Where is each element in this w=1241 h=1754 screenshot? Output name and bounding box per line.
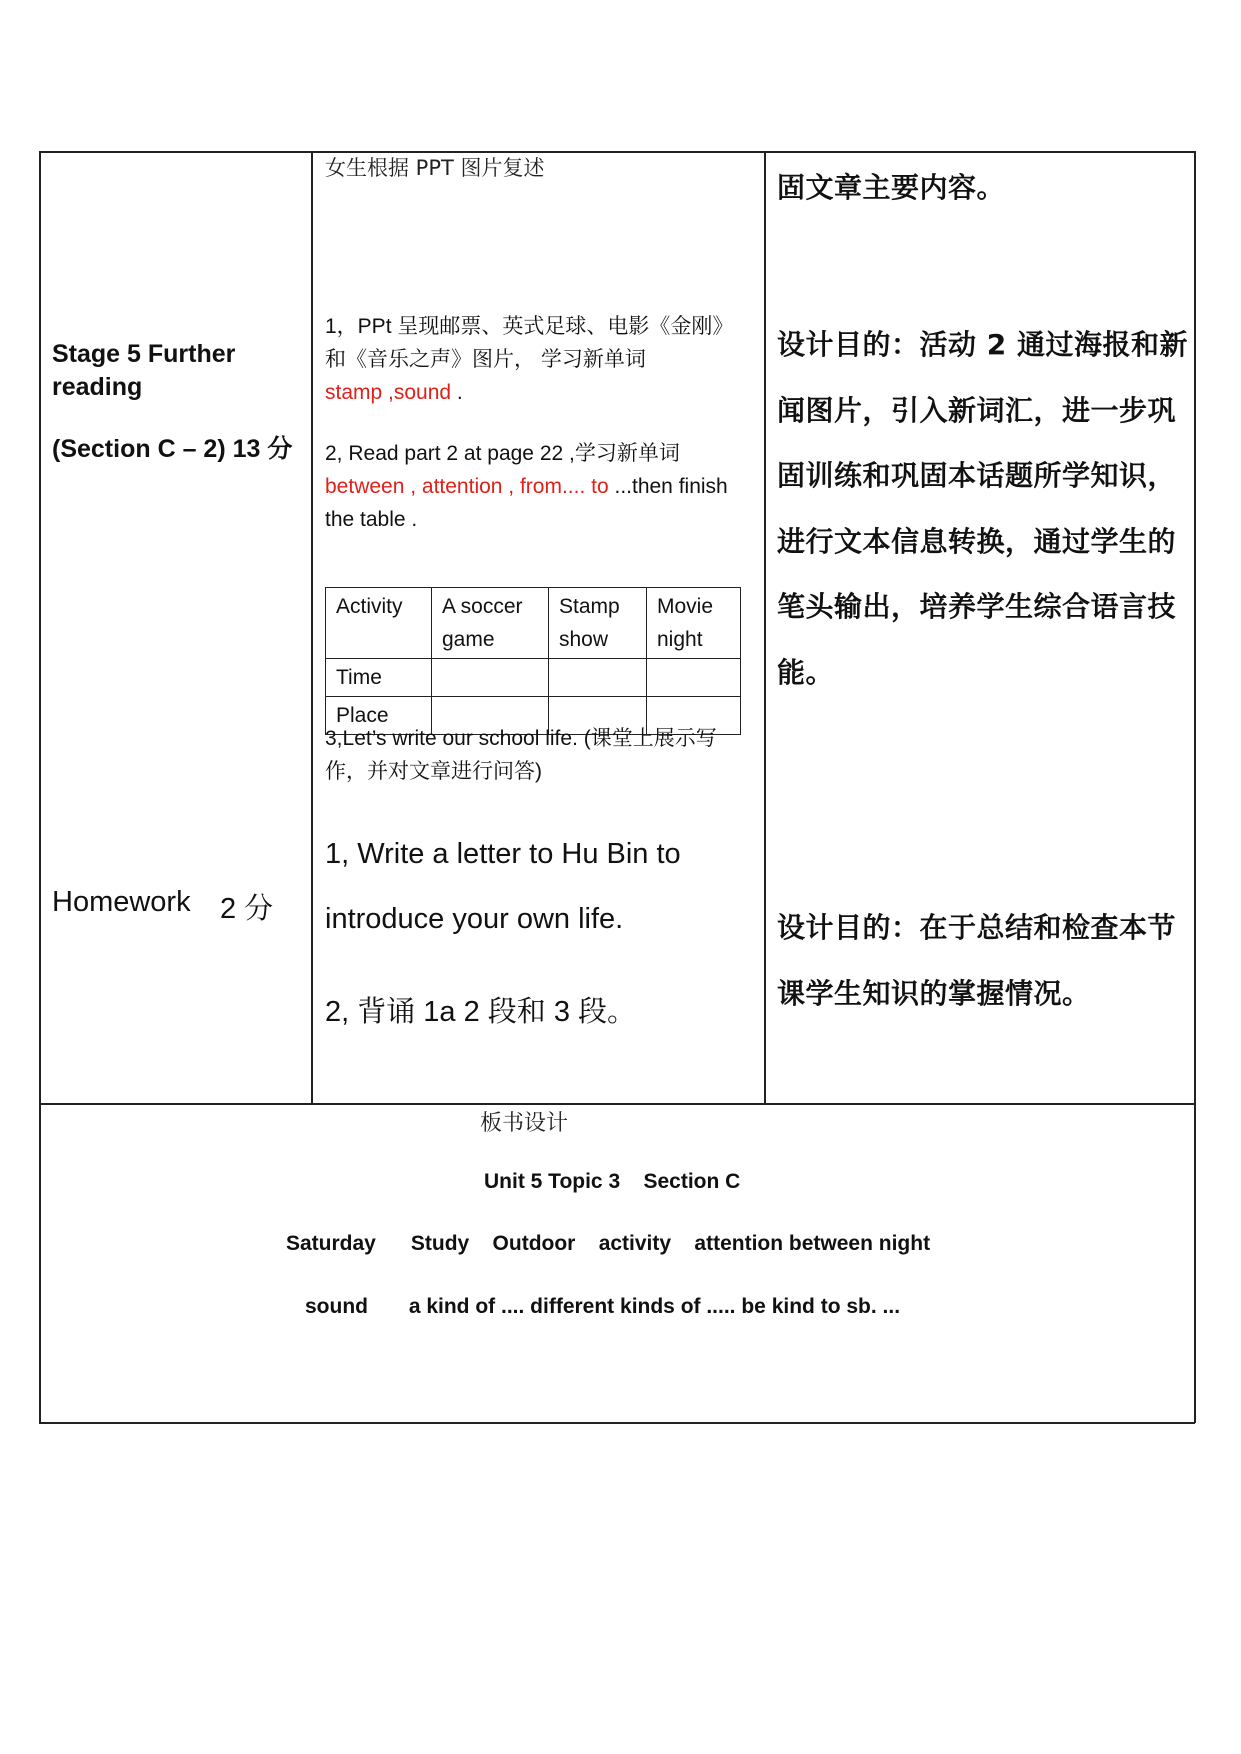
right-top-text: 固文章主要内容。 (777, 171, 1006, 204)
purpose-2 (777, 895, 1176, 1026)
purpose-1-line: 闻图片，引入新词汇，进一步巩 (777, 393, 1177, 427)
stage-title-line1: Stage 5 Further (52, 340, 236, 368)
purpose-1-line: 笔头输出，培养学生综合语言技 (777, 590, 1177, 623)
header-soccer-game: A soccer game (432, 588, 549, 659)
purpose-1-line: 能。 (777, 655, 835, 689)
step2-line2 (325, 470, 765, 503)
board-unit: Unit 5 Topic 3 Section C (484, 1170, 741, 1193)
activity-table (325, 587, 741, 735)
table-cell[interactable] (432, 659, 549, 697)
step2-line3: the table . (325, 508, 418, 531)
table-cell[interactable] (549, 659, 647, 697)
stage-title (52, 338, 235, 404)
homework-item-1 (325, 822, 681, 952)
step1-new-words: stamp ,sound (325, 381, 452, 404)
homework-1-line1: 1, Write a letter to Hu Bin to (325, 838, 681, 870)
step1-line3 (325, 376, 755, 409)
step3-line1: 3,Let’s write our school life. (课堂上展示写 (325, 727, 717, 750)
homework-1-line2: introduce your own life. (325, 903, 624, 935)
header-movie-night: Movie night (647, 588, 741, 659)
board-title: 板书设计 (480, 1111, 569, 1136)
step2 (325, 437, 765, 536)
table-header-row (326, 588, 741, 659)
table-row (326, 659, 741, 697)
step1-end: . (451, 381, 463, 404)
board-line-1: Saturday Study Outdoor activity attention between night (286, 1232, 931, 1255)
purpose-2-line: 课学生知识的掌握情况。 (777, 976, 1091, 1010)
table-top-border (39, 151, 1195, 153)
purpose-1-line: 固训练和巩固本话题所学知识， (777, 459, 1177, 492)
purpose-1-line: 进行文本信息转换，通过学生的 (777, 524, 1177, 558)
homework-label: Homework (52, 886, 191, 918)
stage-title-line2: reading (52, 373, 143, 401)
col-divider-2 (764, 151, 766, 1104)
header-activity: Activity (326, 588, 432, 659)
section-score: (Section C – 2) 13 分 (52, 435, 293, 463)
board-line-2: sound a kind of .... different kinds of ..... be kind to sb. ... (305, 1295, 901, 1318)
header-stamp-show: Stamp show (549, 588, 647, 659)
table-left-border (39, 151, 41, 1423)
row-label-place: Place (326, 697, 432, 735)
table-cell[interactable] (647, 659, 741, 697)
row-divider (39, 1103, 1195, 1105)
step3 (325, 722, 765, 788)
purpose-1-line: 设计目的：活动 2 通过海报和新 (777, 328, 1188, 361)
col-divider-1 (311, 151, 313, 1104)
purpose-2-line: 设计目的：在于总结和检查本节 (777, 911, 1177, 944)
step2-after: ...then finish (608, 475, 728, 498)
homework-item-2: 2, 背诵 1a 2 段和 3 段。 (325, 996, 637, 1028)
step3-line2: 作，并对文章进行问答) (325, 760, 542, 783)
homework-score: 2 分 (220, 893, 274, 925)
step1-line1: 1，PPt 呈现邮票、英式足球、电影《金刚》 (325, 315, 734, 338)
purpose-1 (777, 312, 1188, 705)
row-label-time: Time (326, 659, 432, 697)
step1 (325, 310, 755, 409)
intro-text: 女生根据 PPT 图片复述 (325, 156, 545, 180)
step1-line2: 和《音乐之声》图片， 学习新单词 (325, 348, 646, 371)
step2-line1: 2, Read part 2 at page 22 ,学习新单词 (325, 442, 680, 465)
table-bottom-border (39, 1422, 1195, 1424)
step2-new-words: between , attention , from.... to (325, 475, 609, 498)
table-right-border (1194, 151, 1196, 1423)
